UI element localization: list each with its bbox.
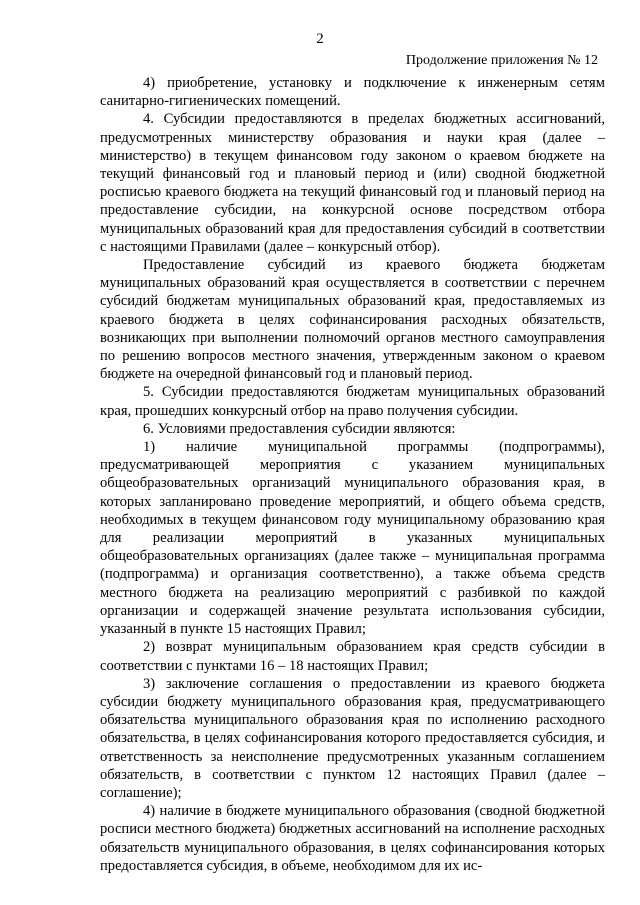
paragraph-item-4-equipment: 4) приобретение, установку и подключение к инженерным сетям санитарно-гигиенических помещений.: [100, 75, 605, 110]
continuation-label: Продолжение приложения № 12: [405, 53, 598, 68]
paragraph-clause-5: 5. Субсидии предоставляются бюджетам муниципальных образований края, прошедших конкурсный отбор на право получения субсидии.: [100, 384, 605, 419]
paragraph-condition-4: 4) наличие в бюджете муниципального образования (сводной бюджетной росписи местного бюджета) бюджетных ассигнований на исполнение расходных обязательств муниципального образования, в целях софинансирования которых предоставляется субсидия, в объеме, необходимом для их ис-: [100, 803, 605, 874]
paragraph-condition-1: 1) наличие муниципальной программы (подпрограммы), предусматривающей мероприятия с указанием муниципальных общеобразовательных организаций муниципального образования края, в которых запланировано проведение мероприятий, и общего объема средств, необходимых в текущем финансовом году муниципальному образованию края для реализации мероприятий в указанных муниципальных общеобразовательных организациях (далее также – муниципальная программа (подпрограмма) и организация соответственно), а также объема средств местного бюджета на реализацию мероприятий с разбивкой по каждой организации и содержащей значение результата использования субсидии, указанный в пункте 15 настоящих Правил;: [100, 439, 605, 638]
paragraph-condition-3: 3) заключение соглашения о предоставлении из краевого бюджета субсидии бюджету муниципального образования края, предусматривающего обязательства муниципального образования края по исполнению расходного обязательства, в целях софинансирования которого предоставляется субсидия, и ответственность за неисполнение предусмотренных указанным соглашением обязательств, в соответствии с пунктом 12 настоящих Правил (далее – соглашение);: [100, 675, 605, 801]
page-number: 2: [316, 31, 324, 47]
paragraph-clause-4: 4. Субсидии предоставляются в пределах бюджетных ассигнований, предусмотренных министерству образования и науки края (далее – министерство) в текущем финансовом году законом о краевом бюджете на текущий финансовый год и плановый период и (или) сводной бюджетной росписью краевого бюджета на текущий финансовый год и плановый период на предоставление субсидии, на конкурсной основе посредством отбора муниципальных образований края для предоставления субсидий в соответствии с настоящими Правилами (далее – конкурсный отбор).: [100, 111, 605, 255]
paragraph-clause-6: 6. Условиями предоставления субсидии являются:: [143, 420, 456, 437]
document-body: [100, 74, 605, 875]
paragraph-subsidy-provision: Предоставление субсидий из краевого бюджета бюджетам муниципальных образований края осуществляется в соответствии с перечнем субсидий бюджетам муниципальных образований края, предоставляемых из краевого бюджета в целях софинансирования расходных обязательств, возникающих при выполнении полномочий органов местного самоуправления по решению вопросов местного значения, утвержденным законом о краевом бюджете на очередной финансовый год и плановый период.: [100, 257, 605, 383]
paragraph-condition-2: 2) возврат муниципальным образованием края средств субсидии в соответствии с пунктами 16 – 18 настоящих Правил;: [100, 639, 605, 674]
